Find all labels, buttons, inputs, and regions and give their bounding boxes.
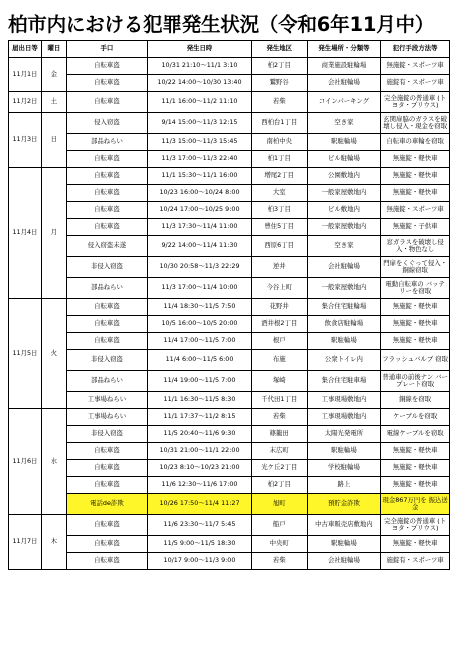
occurrence-time: 9/22 14:00～11/4 11:30 — [148, 236, 252, 257]
table-row — [9, 113, 450, 134]
occurrence-area: 柏1丁目 — [251, 151, 307, 168]
occurrence-time: 11/5 9:00～11/5 18:30 — [148, 536, 252, 553]
occurrence-time: 10/23 16:00～10/24 8:00 — [148, 185, 252, 202]
method-detail: 玄関扉脇のガラスを破壊し侵入・現金を窃取 — [381, 113, 450, 134]
table-row — [9, 371, 450, 392]
method-detail: 無施錠・軽快車 — [381, 477, 450, 494]
crime-method: 部品ねらい — [66, 134, 147, 151]
table-row — [9, 494, 450, 515]
occurrence-area: 逆井 — [251, 257, 307, 278]
report-date: 11月1日 — [9, 58, 42, 92]
header-date: 届出日等 — [9, 41, 42, 58]
method-detail: 完全施錠の普通車 (トヨタ・プリウス) — [381, 92, 450, 113]
method-detail: 無施錠・軽快車 — [381, 299, 450, 316]
occurrence-area: 豊住5丁目 — [251, 219, 307, 236]
method-detail: 無施錠・スポーツ車 — [381, 202, 450, 219]
occurrence-place: 一般家屋敷地内 — [307, 278, 381, 299]
weekday: 水 — [41, 409, 66, 515]
occurrence-area: 西柏台1丁目 — [251, 113, 307, 134]
occurrence-area: 鷲野谷 — [251, 75, 307, 92]
method-detail: 普通車の前後ナン バープレート窃取 — [381, 371, 450, 392]
occurrence-place: 太陽光発電所 — [307, 426, 381, 443]
occurrence-place: 公園敷地内 — [307, 168, 381, 185]
method-detail: 無施錠・軽快車 — [381, 536, 450, 553]
occurrence-time: 10/23 8:10～10/23 21:00 — [148, 460, 252, 477]
method-detail: 無施錠・軽快車 — [381, 185, 450, 202]
method-detail: 自転車の車輪を窃取 — [381, 134, 450, 151]
occurrence-time: 11/6 12:30～11/6 17:00 — [148, 477, 252, 494]
weekday: 土 — [41, 92, 66, 113]
occurrence-time: 11/4 18:30～11/5 7:50 — [148, 299, 252, 316]
occurrence-area: 若柴 — [251, 553, 307, 570]
occurrence-place: 会社駐輪場 — [307, 75, 381, 92]
method-detail: 施錠有・スポーツ車 — [381, 75, 450, 92]
report-date: 11月2日 — [9, 92, 42, 113]
crime-method: 自転車盗 — [66, 185, 147, 202]
occurrence-time: 10/31 21:10～11/1 3:10 — [148, 58, 252, 75]
table-row — [9, 333, 450, 350]
report-date: 11月3日 — [9, 113, 42, 168]
method-detail: 無施錠・軽快車 — [381, 333, 450, 350]
method-detail: 電線ケーブルを窃取 — [381, 426, 450, 443]
method-detail: 無施錠・軽快車 — [381, 316, 450, 333]
occurrence-place: 中古車販売店敷地内 — [307, 515, 381, 536]
occurrence-area: 篠籠田 — [251, 426, 307, 443]
crime-method: 自転車盗 — [66, 75, 147, 92]
crime-method: 自転車盗 — [66, 202, 147, 219]
occurrence-time: 11/3 15:00～11/3 15:45 — [148, 134, 252, 151]
occurrence-area: 若柴 — [251, 409, 307, 426]
occurrence-time: 11/1 16:30～11/5 8:30 — [148, 392, 252, 409]
method-detail: 無施錠・軽快車 — [381, 443, 450, 460]
report-date: 11月4日 — [9, 168, 42, 299]
table-row — [9, 460, 450, 477]
crime-method: 工事場ねらい — [66, 392, 147, 409]
crime-method: 自転車盗 — [66, 58, 147, 75]
table-row — [9, 58, 450, 75]
occurrence-area: 今谷上町 — [251, 278, 307, 299]
occurrence-time: 10/26 17:50～11/4 11:27 — [148, 494, 252, 515]
occurrence-place: コインパーキング — [307, 92, 381, 113]
occurrence-place: 空き家 — [307, 236, 381, 257]
occurrence-area: 中央町 — [251, 536, 307, 553]
weekday: 火 — [41, 299, 66, 409]
occurrence-place: ビル敷地内 — [307, 202, 381, 219]
crime-method: 自転車盗 — [66, 151, 147, 168]
crime-method: 侵入窃盗 — [66, 113, 147, 134]
crime-method: 自転車盗 — [66, 168, 147, 185]
method-detail: 現金867万円を 振込送金 — [381, 494, 450, 515]
table-row — [9, 257, 450, 278]
occurrence-place: 駅駐輪場 — [307, 134, 381, 151]
occurrence-area: 柏2丁目 — [251, 477, 307, 494]
occurrence-place: 預貯金詐欺 — [307, 494, 381, 515]
weekday: 金 — [41, 58, 66, 92]
method-detail: 無施錠・軽快車 — [381, 460, 450, 477]
occurrence-place: 一般家屋敷地内 — [307, 219, 381, 236]
occurrence-area: 花野井 — [251, 299, 307, 316]
occurrence-time: 11/6 23:30～11/7 5:45 — [148, 515, 252, 536]
table-row — [9, 75, 450, 92]
crime-method: 自転車盗 — [66, 460, 147, 477]
crime-method: 電話de詐欺 — [66, 494, 147, 515]
page-title: 柏市内における犯罪発生状況（令和6年11月中） — [8, 13, 435, 36]
crime-method: 部品ねらい — [66, 278, 147, 299]
weekday: 日 — [41, 113, 66, 168]
crime-method: 侵入窃盗未遂 — [66, 236, 147, 257]
occurrence-place: 路上 — [307, 477, 381, 494]
table-row — [9, 515, 450, 536]
crime-method: 自転車盗 — [66, 299, 147, 316]
occurrence-area: 布施 — [251, 350, 307, 371]
crime-method: 自転車盗 — [66, 333, 147, 350]
table-row — [9, 443, 450, 460]
occurrence-place: 工事現場敷地内 — [307, 392, 381, 409]
occurrence-area: 若柴 — [251, 92, 307, 113]
occurrence-place: 工事現場敷地内 — [307, 409, 381, 426]
header-method: 手口 — [66, 41, 147, 58]
weekday: 木 — [41, 515, 66, 570]
table-row — [9, 477, 450, 494]
crime-method: 自転車盗 — [66, 219, 147, 236]
crime-method: 自転車盗 — [66, 92, 147, 113]
table-body — [9, 58, 450, 570]
occurrence-place: 飲食店駐輪場 — [307, 316, 381, 333]
report-date: 11月5日 — [9, 299, 42, 409]
occurrence-time: 10/30 20:58～11/3 22:29 — [148, 257, 252, 278]
occurrence-place: 会社駐輪場 — [307, 553, 381, 570]
table-row — [9, 134, 450, 151]
occurrence-area: 末広町 — [251, 443, 307, 460]
header-day: 曜日 — [41, 41, 66, 58]
occurrence-time: 11/4 17:00～11/5 7:00 — [148, 333, 252, 350]
table-row — [9, 299, 450, 316]
table-row — [9, 350, 450, 371]
occurrence-place: 駅駐輪場 — [307, 536, 381, 553]
method-detail: 電動自転車の バッテリーを窃取 — [381, 278, 450, 299]
occurrence-area: 柏2丁目 — [251, 58, 307, 75]
occurrence-place: 集合住宅駐車場 — [307, 371, 381, 392]
occurrence-time: 11/3 17:00～11/4 10:00 — [148, 278, 252, 299]
occurrence-area: 柏3丁目 — [251, 202, 307, 219]
occurrence-time: 9/14 15:00～11/3 12:15 — [148, 113, 252, 134]
occurrence-area: 根戸 — [251, 333, 307, 350]
occurrence-area: 増尾2丁目 — [251, 168, 307, 185]
crime-method: 自転車盗 — [66, 515, 147, 536]
table-row — [9, 219, 450, 236]
crime-method: 非侵入窃盗 — [66, 350, 147, 371]
table-row — [9, 236, 450, 257]
crime-method: 非侵入窃盗 — [66, 426, 147, 443]
occurrence-place: 駅駐輪場 — [307, 333, 381, 350]
table-row — [9, 92, 450, 113]
occurrence-time: 10/24 17:00～10/25 9:00 — [148, 202, 252, 219]
table-row — [9, 168, 450, 185]
report-date: 11月7日 — [9, 515, 42, 570]
occurrence-place: 駅駐輪場 — [307, 443, 381, 460]
header-time: 発生日時 — [148, 41, 252, 58]
method-detail: ケーブルを窃取 — [381, 409, 450, 426]
method-detail: 施錠有・スポーツ車 — [381, 553, 450, 570]
occurrence-place: 公衆トイレ内 — [307, 350, 381, 371]
report-date: 11月6日 — [9, 409, 42, 515]
method-detail: 銅線を窃取 — [381, 392, 450, 409]
occurrence-time: 11/1 15:30～11/1 16:00 — [148, 168, 252, 185]
weekday: 月 — [41, 168, 66, 299]
occurrence-place: ビル駐輪場 — [307, 151, 381, 168]
crime-method: 自転車盗 — [66, 443, 147, 460]
table-row — [9, 426, 450, 443]
table-row — [9, 392, 450, 409]
occurrence-place: 会社駐輪場 — [307, 257, 381, 278]
method-detail: 無施錠・軽快車 — [381, 168, 450, 185]
method-detail: 窓ガラスを破壊し侵入・物色なし — [381, 236, 450, 257]
occurrence-place: 一般家屋敷地内 — [307, 185, 381, 202]
occurrence-area: 千代田1丁目 — [251, 392, 307, 409]
method-detail: 無施錠・子供車 — [381, 219, 450, 236]
occurrence-time: 10/22 14:00～10/30 13:40 — [148, 75, 252, 92]
table-row — [9, 185, 450, 202]
occurrence-time: 11/3 17:00～11/3 22:40 — [148, 151, 252, 168]
method-detail: 完全施錠の普通車 (トヨタ・プリウス) — [381, 515, 450, 536]
occurrence-place: 商業施設駐輪場 — [307, 58, 381, 75]
occurrence-area: 大室 — [251, 185, 307, 202]
header-detail: 犯行手段方法等 — [381, 41, 450, 58]
occurrence-time: 10/31 21:00～11/1 22:00 — [148, 443, 252, 460]
occurrence-area: 西原6丁目 — [251, 236, 307, 257]
table-row — [9, 316, 450, 333]
table-row — [9, 553, 450, 570]
crime-method: 自転車盗 — [66, 477, 147, 494]
table-row — [9, 151, 450, 168]
occurrence-place: 空き家 — [307, 113, 381, 134]
occurrence-area: 光ケ丘2丁目 — [251, 460, 307, 477]
crime-method: 部品ねらい — [66, 371, 147, 392]
method-detail: フラッシュバルブ 窃取 — [381, 350, 450, 371]
table-row — [9, 536, 450, 553]
crime-method: 工事場ねらい — [66, 409, 147, 426]
crime-method: 自転車盗 — [66, 316, 147, 333]
method-detail: 無施錠・スポーツ車 — [381, 58, 450, 75]
table-row — [9, 409, 450, 426]
method-detail: 無施錠・軽快車 — [381, 151, 450, 168]
crime-method: 自転車盗 — [66, 553, 147, 570]
occurrence-area: 塚崎 — [251, 371, 307, 392]
occurrence-place: 学校駐輪場 — [307, 460, 381, 477]
occurrence-place: 集合住宅駐輪場 — [307, 299, 381, 316]
table-row — [9, 202, 450, 219]
occurrence-time: 10/5 16:00～10/5 20:00 — [148, 316, 252, 333]
occurrence-area: 船戸 — [251, 515, 307, 536]
occurrence-time: 10/17 9:00～11/3 9:00 — [148, 553, 252, 570]
header-area: 発生地区 — [251, 41, 307, 58]
occurrence-time: 11/1 17:37～11/2 8:15 — [148, 409, 252, 426]
occurrence-time: 11/4 6:00～11/5 6:00 — [148, 350, 252, 371]
occurrence-area: 旭町 — [251, 494, 307, 515]
crime-table — [8, 40, 450, 570]
method-detail: 門扉をくぐって侵入・銅線窃取 — [381, 257, 450, 278]
occurrence-time: 11/5 20:40～11/6 9:30 — [148, 426, 252, 443]
occurrence-time: 11/1 16:00～11/2 11:10 — [148, 92, 252, 113]
header-row — [9, 41, 450, 58]
occurrence-area: 酒井根2丁目 — [251, 316, 307, 333]
occurrence-area: 南柏中央 — [251, 134, 307, 151]
occurrence-time: 11/3 17:30～11/4 11:00 — [148, 219, 252, 236]
occurrence-time: 11/4 19:00～11/5 7:00 — [148, 371, 252, 392]
header-place: 発生場所・分類等 — [307, 41, 381, 58]
crime-method: 非侵入窃盗 — [66, 257, 147, 278]
crime-method: 自転車盗 — [66, 536, 147, 553]
table-row — [9, 278, 450, 299]
